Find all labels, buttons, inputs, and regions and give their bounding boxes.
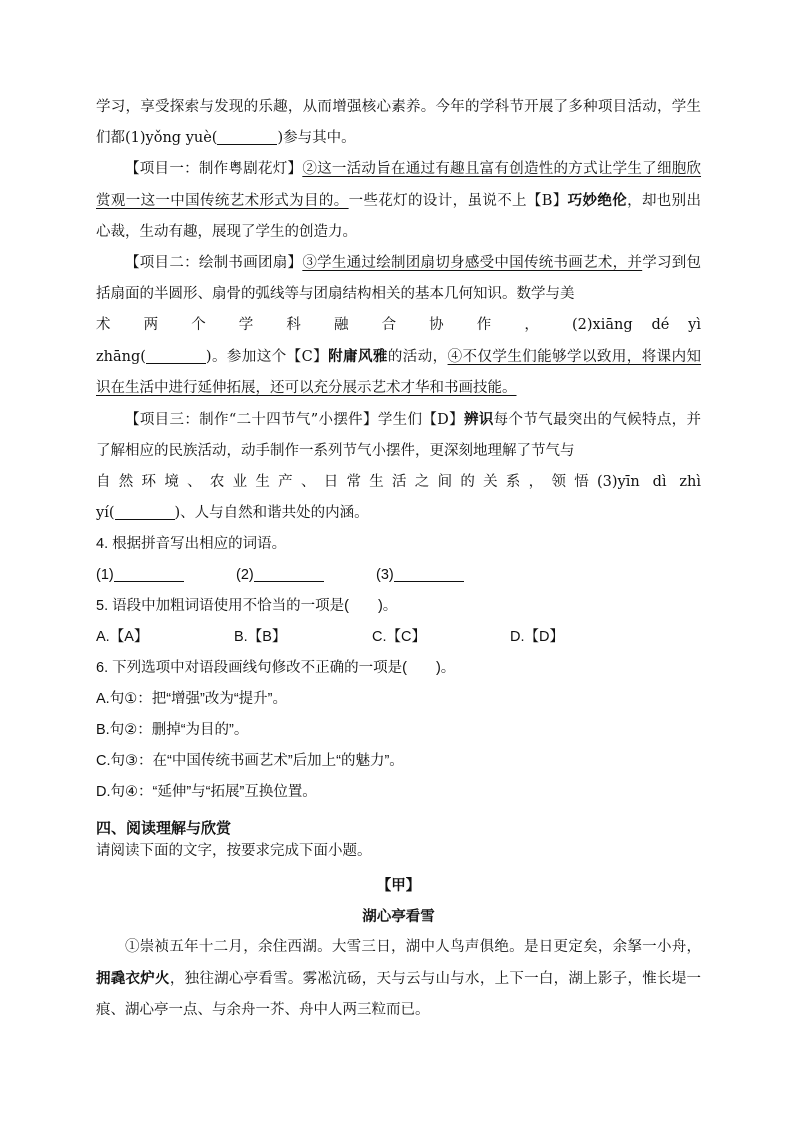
question-4-stem: 4. 根据拼音写出相应的词语。: [96, 536, 287, 552]
project-2-heading: 【项目二：绘制书画团扇】: [125, 255, 303, 271]
passage-text: 每个节气最突出的气候特点，并了解相应的民族活动，动手制作一系列节气小摆件，更深刻地理解了节气与: [96, 412, 702, 459]
question-4-answers: [96, 560, 701, 591]
question-6-option-a[interactable]: A.句①：把“增强”改为“提升”。: [96, 691, 288, 707]
passage-paragraph-project-3: [96, 404, 701, 467]
answer-cell-1: [96, 560, 236, 591]
passage-spread-line-3: [96, 467, 701, 498]
bold-word-d: 辨识: [463, 411, 494, 428]
spread-text: 自然环境、农业生产、日常生活之间的关系，领悟(3)yīn dì zhì: [96, 474, 701, 490]
passage-paragraph-project-3-cont: [96, 498, 701, 529]
option-c[interactable]: C.【C】: [372, 629, 426, 645]
passage-text: )、人与自然和谐共处的内涵。: [174, 505, 369, 521]
answer-blank-1[interactable]: [217, 128, 277, 145]
underlined-sentence-3: ③学生通过绘制团扇切身感受中国传统书画艺术，并: [302, 255, 643, 271]
underlined-sentence-2: ②这一活动旨在通过有趣且富有创造性的方式让学生了细胞欣赏观一这一中国传统艺术形式为目的。: [96, 161, 702, 209]
answer-blank-3[interactable]: [115, 503, 175, 520]
project-3-heading: 【项目三：制作“二十四节气”小摆件】学生们【D】: [125, 412, 464, 428]
answer-label-3: (3): [376, 567, 394, 583]
bold-word-b: 巧妙绝伦: [567, 192, 628, 209]
answer-cell-2: [236, 560, 376, 591]
answer-label-1: (1): [96, 567, 114, 583]
passage-text: ，却也别出心裁，生动有趣，展现了学生的创造力。: [96, 193, 702, 240]
answer-cell-3: [376, 560, 516, 591]
question-6-stem: 6. 下列选项中对语段画线句修改不正确的一项是( )。: [96, 660, 456, 676]
classical-text: ①崇祯五年十二月，余住西湖。大雪三日，湖中人鸟声俱绝。是日更定矣，余拏一小舟，: [125, 939, 701, 955]
question-5-options: [96, 622, 701, 653]
question-5-stem: 5. 语段中加粗词语使用不恰当的一项是( )。: [96, 598, 398, 614]
passage-line: 动，学生们都(1)yǒng yuè(: [96, 99, 702, 146]
passage-spread-line: [96, 310, 701, 341]
underlined-sentence-4: ④不仅学生们能够学以致用，将课内知识在生活中进行延伸拓展，还可以充分展示艺术才华和书画技能。: [96, 349, 702, 396]
passage-text: )。参加这个【C】: [205, 349, 329, 365]
passage-paragraph-project-2-cont: [96, 341, 701, 404]
question-6-option-d[interactable]: D.句④：“延伸”与“拓展”互换位置。: [96, 784, 317, 800]
passage-text: zhāng(: [96, 349, 146, 365]
passage-paragraph-project-2: [96, 248, 701, 310]
option-b[interactable]: B.【B】: [234, 629, 287, 645]
answer-blank-2[interactable]: [146, 347, 206, 364]
passage-text: 的活动，: [387, 349, 448, 365]
question-6-option-c[interactable]: C.句③：在“中国传统书画艺术”后加上“的魅力”。: [96, 753, 404, 769]
passage-text: 一些花灯的设计，虽说不上【B】: [348, 193, 568, 209]
classical-text: ，独往湖心亭看雪。雾凇沆砀，天与云与山与水，上下一白，湖上影子，惟长堤一痕、湖心亭一点、与余舟一芥、舟中人两三粒而已。: [96, 971, 701, 1018]
answer-line-2[interactable]: [254, 565, 324, 582]
passage-line: 学习，享受探索与发现的乐趣，从而增强核心素养。今年的学科节开展了多种项目活: [96, 99, 643, 115]
passage-paragraph-project-1: [96, 154, 701, 248]
passage-line: )参与其中。: [277, 130, 356, 146]
page-content: [96, 92, 701, 1026]
passage-text: 学习到包括扇面的半圆形、扇骨的弧线等与团扇结构相关的基本几何知识。数学与美: [96, 255, 702, 302]
bold-phrase: 拥毳衣炉火: [96, 970, 170, 987]
section-instruction: 请阅读下面的文字，按要求完成下面小题。: [96, 843, 372, 859]
answer-line-3[interactable]: [394, 565, 464, 582]
spread-text: 术 两 个 学 科 融 合 协 作 ， (2)xiāng dé yì: [96, 317, 701, 333]
bold-word-c: 附庸风雅: [328, 348, 388, 365]
option-d[interactable]: D.【D】: [510, 629, 564, 645]
option-a[interactable]: A.【A】: [96, 629, 149, 645]
text-label: 【甲】: [376, 877, 421, 894]
section-title: 四、阅读理解与欣赏: [96, 820, 232, 837]
answer-label-2: (2): [236, 567, 254, 583]
passage-paragraph-intro: [96, 92, 701, 154]
question-6-option-b[interactable]: B.句②：删掉“为目的”。: [96, 722, 249, 738]
project-1-heading: 【项目一：制作粤剧花灯】: [125, 161, 303, 177]
passage-text: yí(: [96, 505, 115, 521]
answer-line-1[interactable]: [114, 565, 184, 582]
poem-title: 湖心亭看雪: [362, 908, 435, 925]
classical-text-body: [96, 932, 701, 1026]
